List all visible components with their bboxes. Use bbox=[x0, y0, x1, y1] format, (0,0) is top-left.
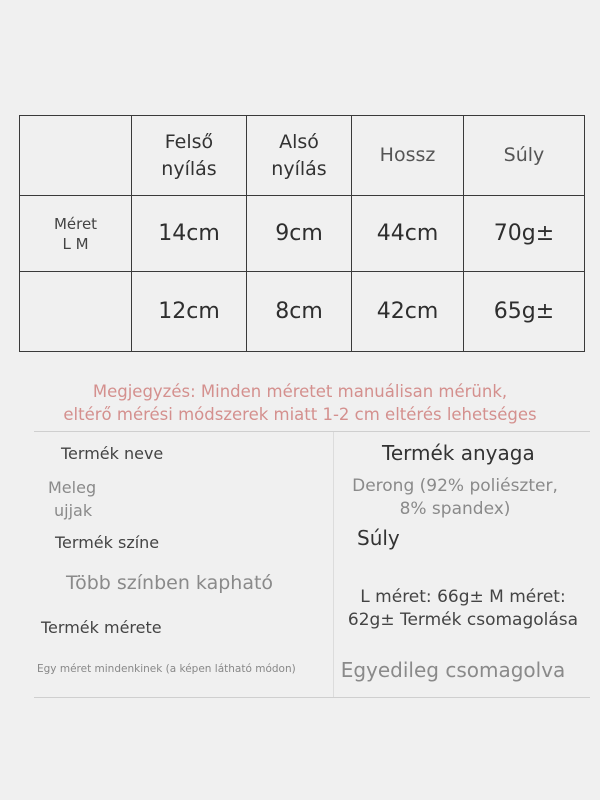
weight-value-2: 62g± Termék csomagolása bbox=[347, 610, 579, 630]
cell-bottom-opening: 8cm bbox=[247, 272, 352, 352]
note-line-2: eltérő mérési módszerek miatt 1-2 cm eltérés lehetséges bbox=[63, 405, 537, 424]
cell-weight: 65g± bbox=[464, 272, 585, 352]
header-top-opening: Felső nyílás bbox=[132, 116, 247, 196]
material-label: Termék anyaga bbox=[382, 441, 535, 465]
product-size-label: Termék mérete bbox=[41, 618, 162, 637]
packaging-value: Egyedileg csomagolva bbox=[340, 658, 566, 682]
cell-length: 42cm bbox=[352, 272, 464, 352]
weight-label: Súly bbox=[357, 526, 400, 550]
product-size-value: Egy méret mindenkinek (a képen látható módon) bbox=[37, 663, 296, 675]
header-length: Hossz bbox=[352, 116, 464, 196]
product-color-label: Termék színe bbox=[55, 533, 160, 552]
measurement-note bbox=[0, 380, 600, 426]
product-color-value: Több színben kapható bbox=[66, 572, 274, 594]
header-empty-cell bbox=[20, 116, 132, 196]
cell-length: 44cm bbox=[352, 196, 464, 272]
cell-top-opening: 14cm bbox=[132, 196, 247, 272]
divider-top bbox=[34, 431, 590, 432]
cell-top-opening: 12cm bbox=[132, 272, 247, 352]
material-value-1: Derong (92% poliészter, bbox=[352, 476, 558, 496]
size-label-cell: Méret L M bbox=[20, 196, 132, 272]
cell-bottom-opening: 9cm bbox=[247, 196, 352, 272]
note-line-1: Megjegyzés: Minden méretet manuálisan mérünk, bbox=[92, 382, 508, 401]
cell-weight: 70g± bbox=[464, 196, 585, 272]
product-name-label: Termék neve bbox=[61, 444, 164, 463]
table-row bbox=[20, 196, 585, 272]
product-name-value-1: Meleg bbox=[48, 478, 97, 497]
material-value-2: 8% spandex) bbox=[399, 499, 511, 519]
weight-value-1: L méret: 66g± M méret: bbox=[360, 587, 566, 607]
table-row bbox=[20, 272, 585, 352]
header-weight: Súly bbox=[464, 116, 585, 196]
divider-vertical bbox=[333, 432, 334, 697]
size-table bbox=[19, 115, 585, 352]
table-header-row bbox=[20, 116, 585, 196]
size-label-cell-empty bbox=[20, 272, 132, 352]
header-bottom-opening: Alsó nyílás bbox=[247, 116, 352, 196]
product-name-value-2: ujjak bbox=[54, 501, 93, 520]
divider-bottom bbox=[34, 697, 590, 698]
